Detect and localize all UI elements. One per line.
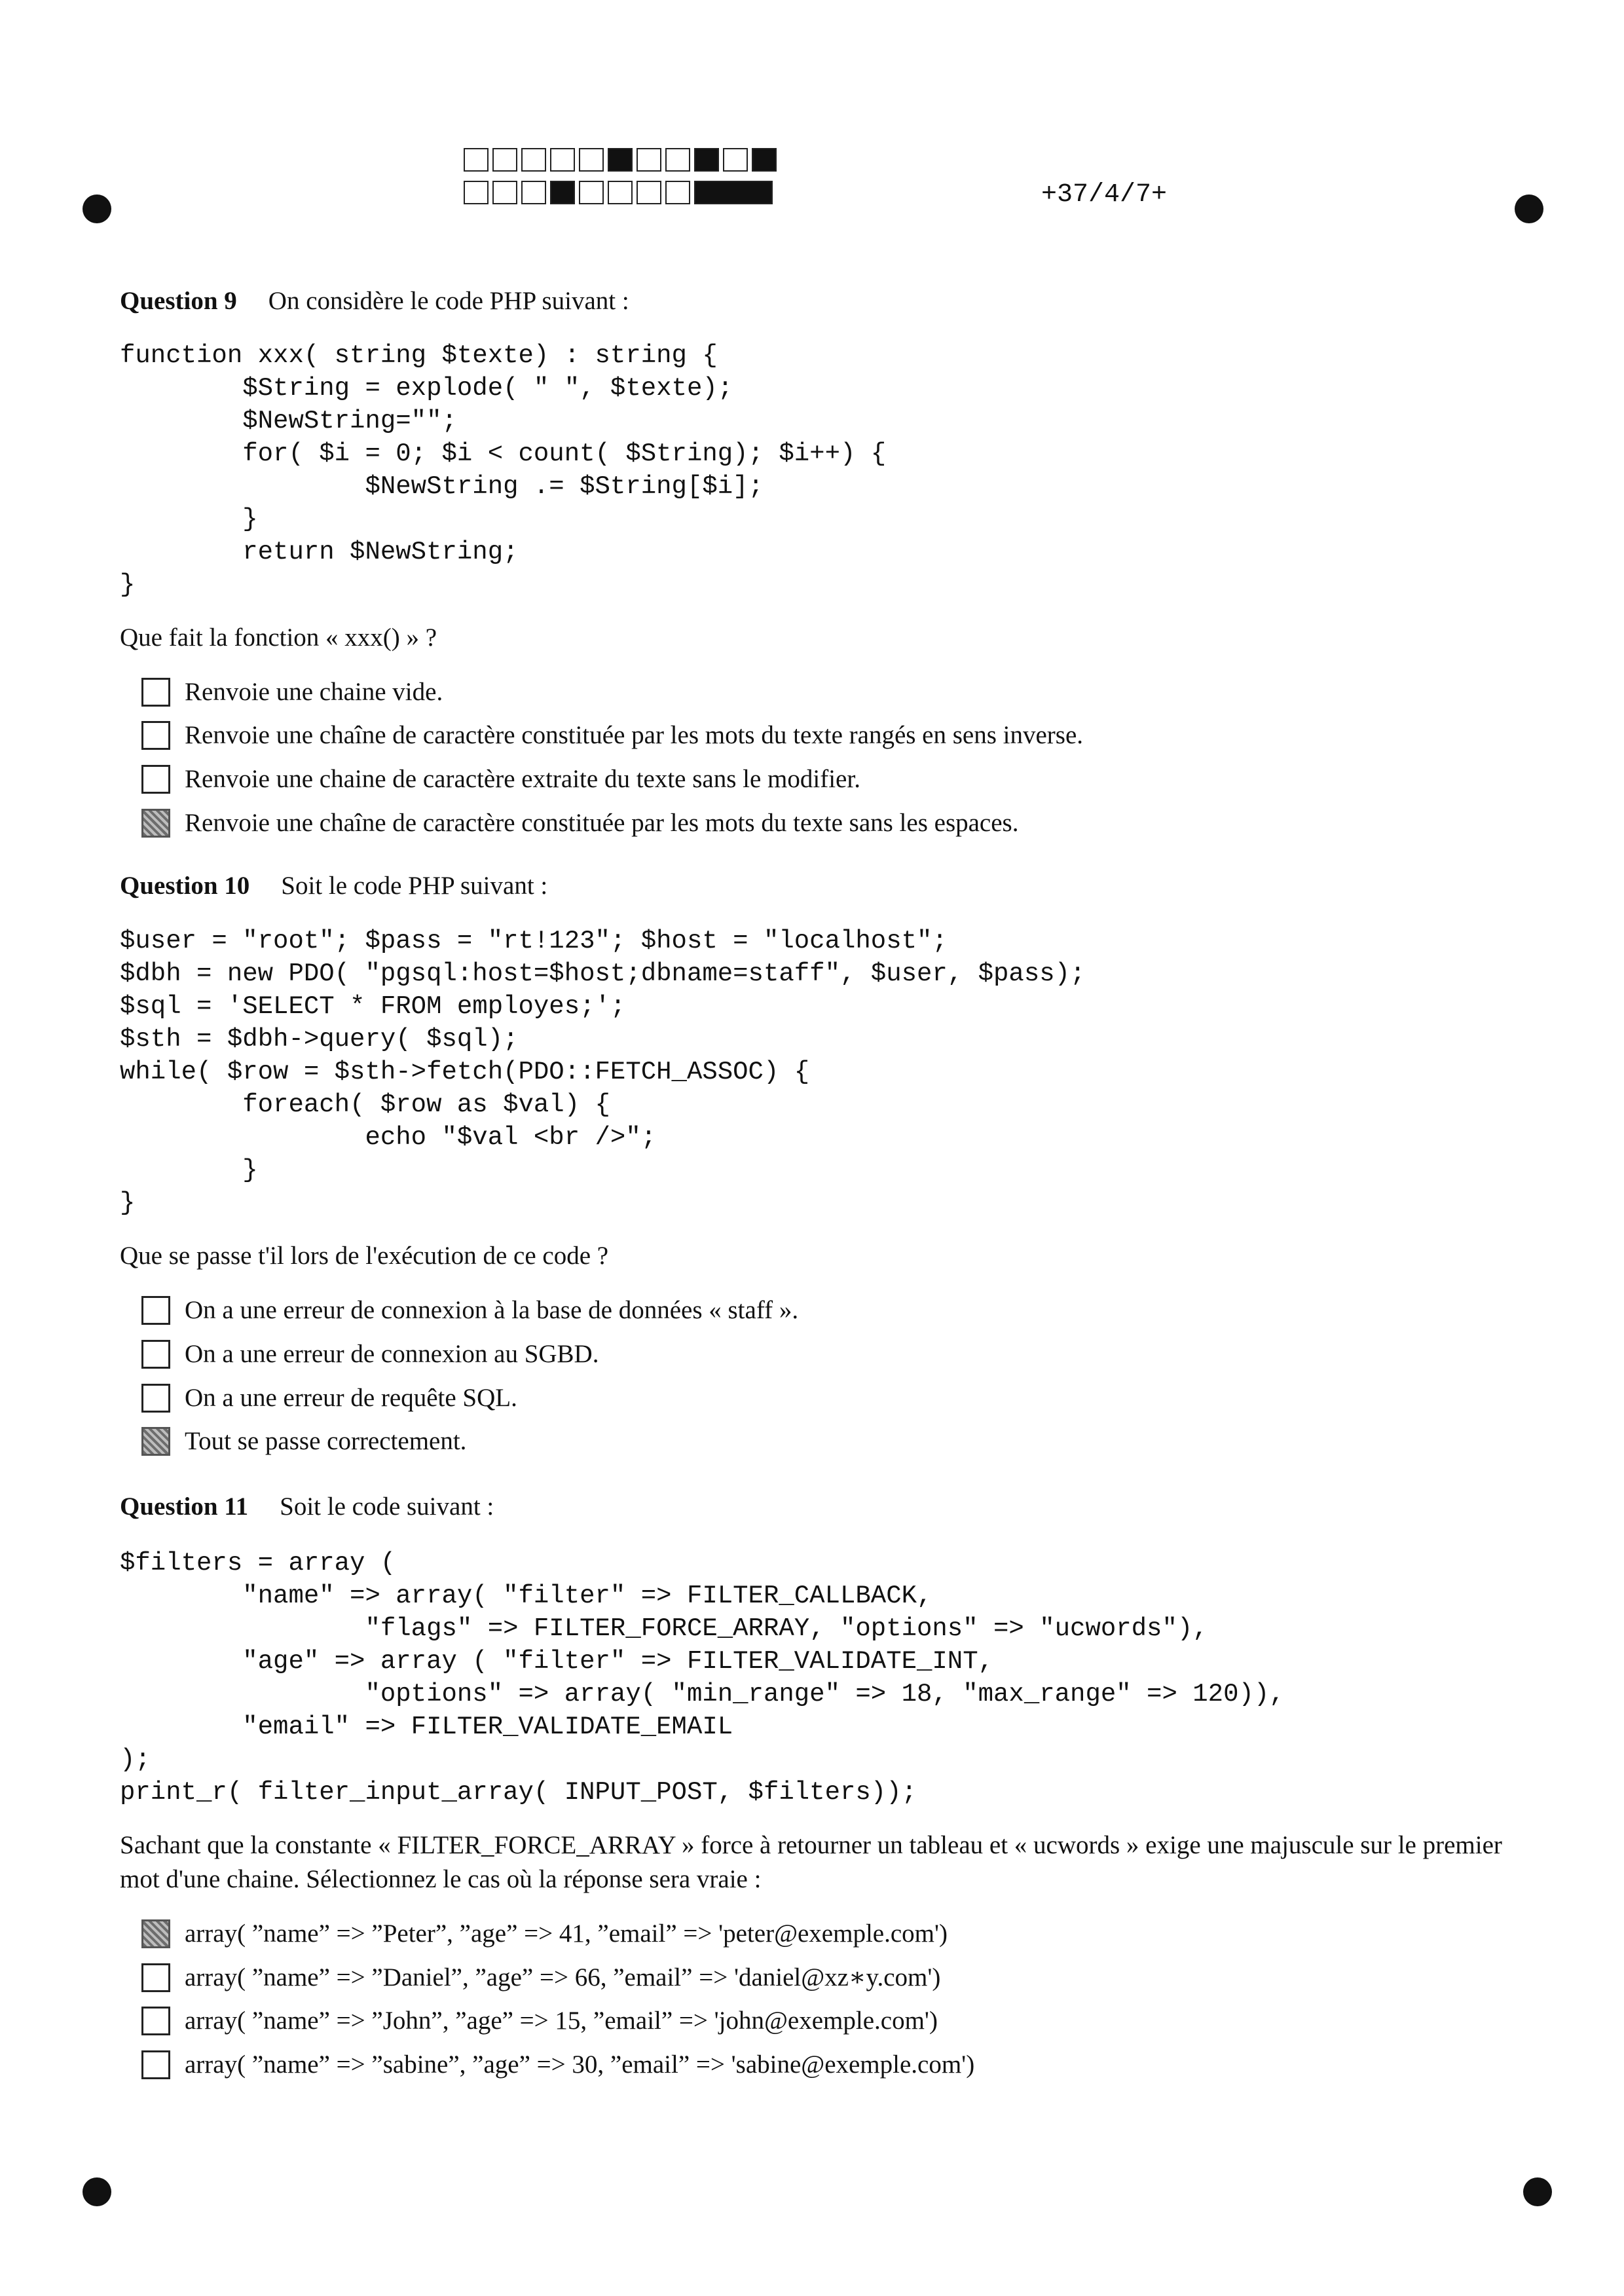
checkbox[interactable] [141,678,170,707]
choice-label: On a une erreur de connexion au SGBD. [185,1340,599,1368]
question-10-prompt: Que se passe t'il lors de l'exécution de ce code ? [120,1242,609,1270]
barcode-row-2 [464,181,781,206]
choice-label: array( ”name” => ”Daniel”, ”age” => 66, ”email” => 'daniel@xz∗y.com') [185,1963,941,1991]
barcode-cell [608,148,633,172]
barcode-cell [694,181,773,204]
barcode-cell [492,148,517,172]
checkbox[interactable] [141,1919,170,1948]
barcode-cell [752,148,777,172]
choice-label: On a une erreur de requête SQL. [185,1384,517,1412]
question-10-choice-3[interactable] [141,1383,517,1413]
barcode-cell [637,148,661,172]
question-9-choice-1[interactable] [141,677,443,707]
page-code: +37/4/7+ [1041,180,1168,210]
page-barcode [464,148,781,213]
choice-label: On a une erreur de connexion à la base de données « staff ». [185,1296,799,1324]
checkbox[interactable] [141,1340,170,1369]
choice-label: Renvoie une chaîne de caractère constituée par les mots du texte rangés en sens inverse. [185,721,1084,749]
checkbox[interactable] [141,1384,170,1413]
checkbox[interactable] [141,2007,170,2035]
choice-label: Tout se passe correctement. [185,1427,467,1455]
barcode-cell [579,181,604,204]
barcode-cell [665,148,690,172]
checkbox[interactable] [141,1963,170,1992]
question-11-choice-4[interactable] [141,2050,974,2079]
checkbox[interactable] [141,1296,170,1325]
barcode-cell [464,148,489,172]
barcode-cell [492,181,517,204]
question-9-code: function xxx( string $texte) : string { $String = explode( " ", $texte); $NewString=""; for( $i = 0; $i < count( $String); $i++) { $NewString .= $String[$i]; } return $NewString; } [120,341,887,599]
barcode-cell [464,181,489,204]
choice-label: array( ”name” => ”sabine”, ”age” => 30, ”email” => 'sabine@exemple.com') [185,2050,975,2079]
question-9-choice-2[interactable] [141,720,1083,750]
question-11-choice-2[interactable] [141,1963,940,1992]
barcode-cell [665,181,690,204]
question-11-choice-1[interactable] [141,1919,948,1948]
choice-label: Renvoie une chaine vide. [185,678,443,706]
choice-label: Renvoie une chaine de caractère extraite du texte sans le modifier. [185,765,860,793]
question-intro: Soit le code suivant : [280,1492,494,1521]
checkbox[interactable] [141,2050,170,2079]
choice-label: Renvoie une chaîne de caractère constituée par les mots du texte sans les espaces. [185,809,1019,837]
barcode-cell [579,148,604,172]
question-11-choice-3[interactable] [141,2006,938,2035]
question-9-prompt: Que fait la fonction « xxx() » ? [120,623,437,652]
barcode-cell [608,181,633,204]
registration-mark-bottom-right [1523,2177,1552,2206]
question-intro: On considère le code PHP suivant : [268,287,629,315]
question-11-prompt: Sachant que la constante « FILTER_FORCE_ARRAY » force à retourner un tableau et « ucwords » exige une majuscule sur le premier mot d'une chaine. Sélectionnez le cas où la réponse sera vraie : [120,1831,1502,1893]
checkbox[interactable] [141,765,170,794]
question-10-choice-4[interactable] [141,1426,466,1456]
question-10-choice-1[interactable] [141,1295,798,1325]
barcode-cell [521,148,546,172]
question-10-code: $user = "root"; $pass = "rt!123"; $host = "localhost"; $dbh = new PDO( "pgsql:host=$host;dbname=staff", $user, $pass); $sql = 'SELECT * FROM employes;'; $sth = $dbh->query( $sql); while( $row = $sth->fetch(PDO::FETCH_ASSOC) { foreach( $row as $val) { echo "$val <br />"; } } [120,927,1086,1217]
question-11-title [120,1492,494,1521]
choice-label: array( ”name” => ”Peter”, ”age” => 41, ”email” => 'peter@exemple.com') [185,1919,948,1948]
question-11-code: $filters = array ( "name" => array( "filter" => FILTER_CALLBACK, "flags" => FILTER_FORCE_ARRAY, "options" => "ucwords"), "age" => array ( "filter" => FILTER_VALIDATE_INT, "options" => array( "min_range" => 18, "max_range" => 120)), "email" => FILTER_VALIDATE_EMAIL ); print_r( filter_input_array( INPUT_POST, $filters)); [120,1549,1285,1807]
barcode-cell [723,148,748,172]
registration-mark-top-right [1515,194,1543,223]
barcode-cell [694,148,719,172]
question-9-choice-3[interactable] [141,764,860,794]
question-number: Question 11 [120,1492,249,1521]
question-number: Question 10 [120,872,250,900]
question-number: Question 9 [120,287,237,315]
checkbox[interactable] [141,721,170,750]
barcode-row-1 [464,148,781,173]
choice-label: array( ”name” => ”John”, ”age” => 15, ”email” => 'john@exemple.com') [185,2007,938,2035]
question-10-choice-2[interactable] [141,1339,599,1369]
barcode-cell [521,181,546,204]
checkbox[interactable] [141,1427,170,1456]
barcode-cell [637,181,661,204]
question-10-title [120,871,547,900]
question-9-title [120,286,629,316]
question-9-choice-4[interactable] [141,808,1018,838]
barcode-cell [550,148,575,172]
registration-mark-top-left [83,194,111,223]
registration-mark-bottom-left [83,2177,111,2206]
barcode-cell [550,181,575,204]
checkbox[interactable] [141,809,170,838]
question-intro: Soit le code PHP suivant : [281,872,548,900]
